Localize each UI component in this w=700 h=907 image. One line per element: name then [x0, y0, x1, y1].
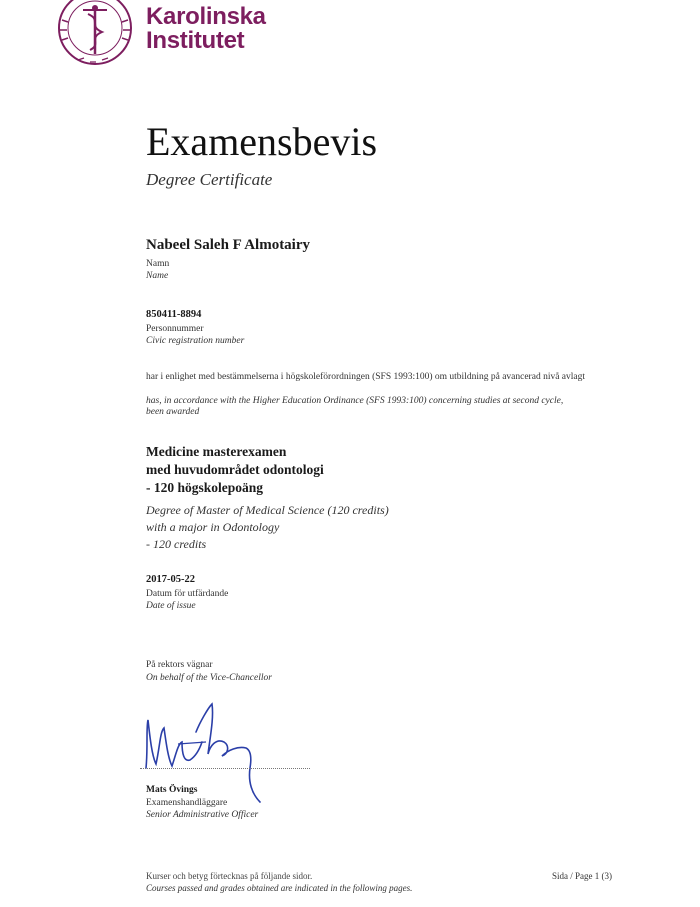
degree-sv-line3: - 120 högskolepoäng [146, 480, 264, 495]
degree-en-line2: with a major in Odontology [146, 520, 280, 534]
document-subtitle: Degree Certificate [146, 170, 273, 189]
footer-note-sv: Kurser och betyg förtecknas på följande sidor. [146, 871, 313, 881]
statement-sv: har i enlighet med bestämmelserna i högskoleförordningen (SFS 1993:100) om utbildning på avancerad nivå avlagt [146, 372, 586, 382]
holder-name: Nabeel Saleh F Almotairy [146, 237, 311, 253]
institution-name-line1: Karolinska [146, 3, 266, 30]
degree-title-en [146, 502, 389, 553]
holder-name-label-en: Name [146, 271, 169, 281]
signatory-name: Mats Övings [146, 785, 198, 795]
personal-number: 850411-8894 [146, 309, 202, 320]
on-behalf-sv: På rektors vägnar [146, 660, 213, 670]
holder-name-label-sv: Namn [146, 259, 170, 269]
page-number: Sida / Page 1 (3) [552, 871, 612, 881]
issue-date-label-sv: Datum för utfärdande [146, 589, 229, 599]
signatory-title-sv: Examenshandläggare [146, 798, 228, 808]
issue-date: 2017-05-22 [146, 574, 195, 585]
personal-number-label-sv: Personnummer [146, 324, 204, 334]
document-title: Examensbevis [146, 119, 378, 164]
degree-en-line3: - 120 credits [146, 537, 207, 551]
statement-en-line2: been awarded [146, 407, 200, 417]
institution-wordmark [146, 5, 266, 53]
on-behalf-en: On behalf of the Vice-Chancellor [146, 673, 272, 683]
degree-sv-line1: Medicine masterexamen [146, 444, 287, 459]
personal-number-label-en: Civic registration number [146, 336, 245, 346]
institution-name-line2: Institutet [146, 27, 245, 54]
issue-date-label-en: Date of issue [146, 601, 196, 611]
institution-seal-logo [50, 0, 140, 70]
degree-en-line1: Degree of Master of Medical Science (120 credits) [146, 503, 389, 517]
statement-en-line1: has, in accordance with the Higher Education Ordinance (SFS 1993:100) concerning studies at second cycle, [146, 396, 564, 406]
degree-title-sv [146, 443, 324, 497]
signatory-title-en: Senior Administrative Officer [146, 810, 259, 820]
footer-note-en: Courses passed and grades obtained are indicated in the following pages. [146, 883, 413, 893]
degree-sv-line2: med huvudområdet odontologi [146, 462, 324, 477]
signature-line [140, 768, 310, 769]
